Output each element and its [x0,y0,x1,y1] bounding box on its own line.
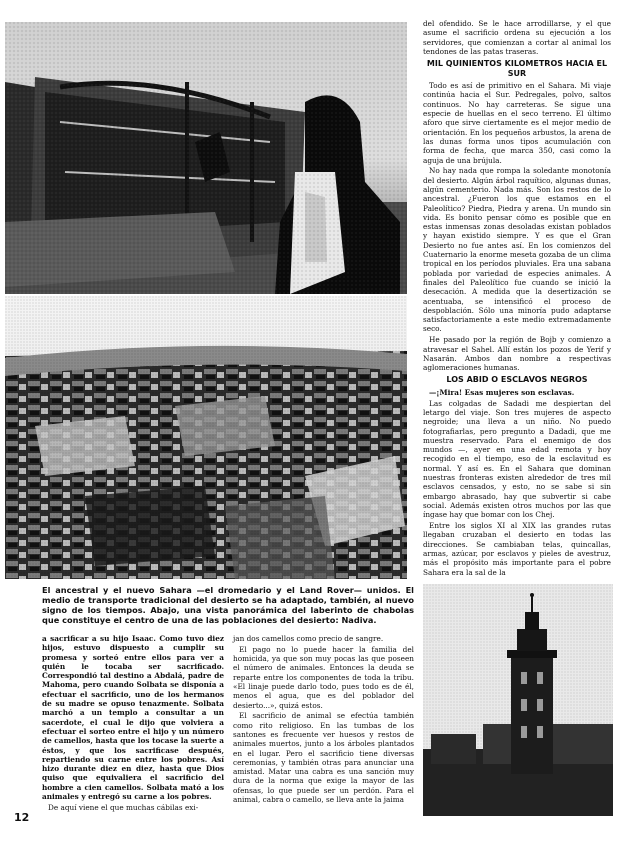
left-para: De aquí viene el que muchas cábilas exi- [48,802,199,812]
right-quote: —¡Mira! Esas mujeres son esclavas. [429,387,575,397]
photo-landrover [5,22,407,294]
photo-caption: El ancestral y el nuevo Sahara —el dromedario y el Land Rover— unidos. El medio de transporte tradicional del desierto se ha adaptado, también, al nuevo signo de los tiempos. Abajo, una vista panorámica del laberinto de chabolas que constituye el centro de una de las poblaciones del desierto: Nadiva. [42,585,414,625]
mid-para: El pago no lo puede hacer la familia del homicida, ya que son muy pocas las que poseen el número de animales. Entonces la deuda se reparte entre los componentes de toda la tribu. «El linaje puede darlo todo, pues todo es de él, menos el agua, que es del poblador del desierto...», quizá estos. [233,644,414,710]
right-para: Todo es así de primitivo en el Sahara. Mi viaje continúa hacia el Sur. Pedregales, polvo, saltos continuos. No hay carreteras. Se sigue una especie de huellas en el seco terreno. El último aforo que sirve ciertamente es el mejor medio de orientación. En los pequeños arbustos, la arena de las dunas forma unos tipos acumulación con forma de fecha, que marca 350, casi como la aguja de una brújula. [423,81,611,165]
mid-para: jan dos camellos como precio de sangre. [233,634,384,643]
heading-los-abid: LOS ABID O ESCLAVOS NEGROS [446,375,588,385]
right-intro: del ofendido. Se le hace arrodillarse, y el que asume el sacrificio ordena su ejecución a los servidores, que comienzan a cortar al animal los tendones de las patas traseras. [423,19,611,56]
photo-shanty-town [5,296,407,579]
bottom-middle-column [233,634,414,806]
right-para: He pasado por la región de Bojb y comienzo a atravesar el Sahel. Allí están los pozos de Yerif y Nasarán. Ambos dan nombre a respectivas aglomeraciones humanas. [423,335,611,373]
page-number: 12 [14,811,30,824]
left-para: a sacrificar a su hijo Isaac. Como tuvo diez hijos, estuvo dispuesto a cumplir su promesa y sorteó entre ellos para ver a quién le tocaba ser sacrificado. Correspondió tal destino a Abdalá, padre de Mahoma, pero cuando Solbata se disponía a efectuar el sacrificio, uno de los hermanos de su madre se opuso tenazmente. Solbata marchó a un templo a consultar a un sacerdote, el cual le dijo que volviera a efectuar el sorteo entre el hijo y un número de camellos, hasta que los tocase la suerte a éstos, y que los sacrificase después, repartiendo su carne entre los pobres. Así hizo durante diez en diez, hasta que Dios quiso que equivaliera el sacrificio del hombre a cien camellos. Solbata mató a los animales y entregó su carne a los pobres. [42,634,224,802]
photo-minaret [423,584,613,816]
heading-mil-quinientos: MIL QUINIENTOS KILOMETROS HACIA EL SUR [426,59,608,78]
bottom-left-column [42,634,224,814]
right-para: No hay nada que rompa la soledante monotonía del desierto. Algún árbol raquítico, algunas dunas, algún cementerio. Nada más. Son los restos de lo ancestral. ¿Fueron los que estamos en el Paleolítico? Piedra, Piedra y arena. Un mundo sin vida. Es bonito pensar cómo es posible que en estas inmensas zonas desoladas existan poblados y hayan existido siempre. Y es que el Gran Desierto no fue antes así. En los comienzos del Cuaternario la enorme meseta gozaba de un clima tropical en los períodos pluviales. Era una sabana poblada por variedad de especies animales. A finales del Paleolítico fue cuando se inició la desecación. A medida que la desertización se acentuaba, se intensificó el proceso de despoblación. Sólo una minoría pudo adaptarse satisfactoriamente a este medio extremadamente seco. [423,166,611,334]
mid-para: El sacrificio de animal se efectúa también como rito religioso. En las tumbas de los santones es frecuente ver huesos y restos de animales muertos, junto a los árboles plantados en el lugar. Pero el sacrificio tiene diversas ceremonias, y también otras para anunciar una amistad. Matar una cabra es una sanción muy dura de la norma que exige la mayor de las ofensas, lo que puede ser un perdón. Para el animal, cabra o camello, se lleva ante la jaima [233,711,414,805]
right-column [423,19,611,578]
right-para: Las colgadas de Sadadi me despiertan del letargo del viaje. Son tres mujeres de aspecto negroide; una lleva a un niño. No puedo fotografiarlas, pero pregunto a Dadadi, que me muestra reservado. Para el enemigo de dos mundos —, ayer en una edad remota y hoy recogido en el tiempo, eso de la esclavitud es normal. Y así es. En el Sahara que dominan nuestras fronteras existen alrededor de tres mil esclavos censados, y esto, no se sabe si sin embargo abrasado, hay que subvertir si cabe social. Además existen otros muchos por las que íngase hay que bomar con los Chej. [423,398,611,520]
right-para: Entre los siglos XI al XIX las grandes rutas llegaban cruzaban el desierto en todas las direcciones. Se cambiaban telas, quincallas, armas, azúcar, por esclavos y pieles de avestruz, más el propósito más importante para el pobre Sahara era la sal de la [423,521,611,577]
